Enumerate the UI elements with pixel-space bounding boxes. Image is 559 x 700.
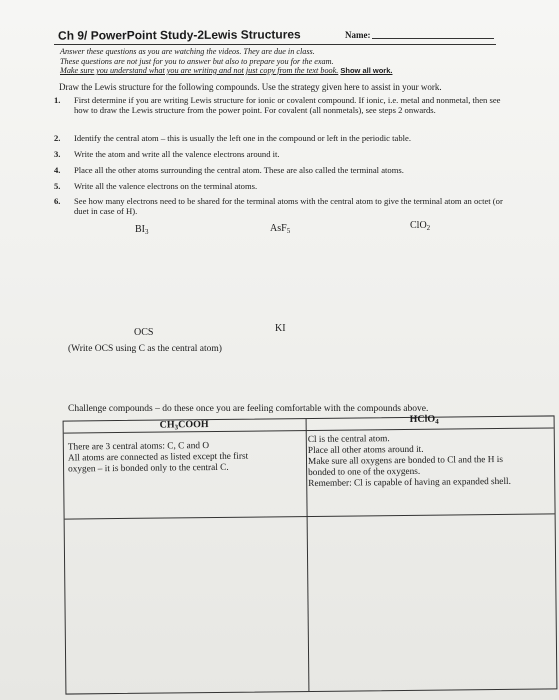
ocs-note: (Write OCS using C as the central atom) [68, 344, 222, 354]
step-number: 6. [54, 196, 61, 206]
step-text: Write all the valence electrons on the terminal atoms. [74, 181, 258, 191]
header-divider [54, 44, 496, 45]
compound-clo2: ClO$_2$ [410, 220, 431, 232]
table-row-divider [65, 513, 555, 519]
ch3cooh-line: There are 3 central atoms: C, C and O [67, 441, 210, 453]
challenge-table [63, 415, 558, 694]
compound-bi3: $BI_3$ [135, 224, 149, 236]
show-work-note: Show all work. [340, 66, 393, 75]
compound-asf5: AsF$_5$ [270, 223, 291, 235]
compound-ki: KI [275, 323, 286, 334]
step-text: Place all the other atoms surrounding the central atom. These are also called the terminal atoms. [74, 165, 404, 175]
challenge-intro: Challenge compounds – do these once you are feeling comfortable with the compounds above. [68, 404, 429, 414]
step-number: 1. [54, 95, 61, 105]
name-blank-line [372, 38, 494, 39]
ch3cooh-line: oxygen – it is bonded only to the central C. [68, 462, 229, 475]
step-number: 4. [54, 165, 61, 175]
page-title: Ch 9/ PowerPoint Study-2Lewis Structures [57, 27, 301, 43]
hclo4-instructions [308, 432, 553, 490]
ch3cooh-line: All atoms are connected as listed except the first [67, 451, 249, 464]
header-ch3cooh: $CH_3COOH$ [159, 419, 209, 432]
step-text: Identify the central atom – this is usually the left one in the compound or left in the periodic table. [74, 133, 411, 143]
intro-line-3-text: Make sure you understand what you are writing and not just copy from the text book. [60, 66, 339, 75]
step-number: 3. [54, 149, 61, 159]
hclo4-line: Cl is the central atom. [307, 434, 390, 446]
step-text: First determine if you are writing Lewis structure for ionic or covalent compound. If ionic, i.e. metal and nonmetal, then see how to draw the Lewis structure from the power point. For covalent (all nonmetals), see steps 2 onwards. [74, 95, 501, 115]
hclo4-line: Make sure all oxygens are bonded to Cl and the H is [307, 454, 504, 468]
ch3cooh-instructions [68, 440, 300, 475]
compound-ocs: OCS [134, 327, 154, 338]
intro-line-2: These questions are not just for you to answer but also to prepare you for the exam. [60, 56, 334, 66]
hclo4-line: Remember: Cl is capable of having an expanded shell. [308, 476, 511, 490]
draw-instruction: Draw the Lewis structure for the following compounds. Use the strategy given here to assist in your work. [59, 82, 442, 92]
step-text: See how many electrons need to be shared for the terminal atoms with the central atom to give the terminal atom an octet (or duet in case of H). [74, 196, 503, 216]
hclo4-line: Place all other atoms around it. [307, 444, 424, 457]
step-text: Write the atom and write all the valence electrons around it. [74, 149, 280, 159]
name-label: Name: [345, 30, 371, 40]
step-number: 5. [54, 181, 61, 191]
hclo4-line: bonded to one of the oxygens. [308, 466, 421, 479]
intro-line-3 [60, 66, 392, 76]
step-number: 2. [54, 133, 61, 143]
intro-instructions [60, 47, 392, 76]
intro-line-1: Answer these questions as you are watching the videos. They are due in class. [60, 47, 315, 56]
header-hclo4: HClO$_4$ [409, 413, 439, 426]
